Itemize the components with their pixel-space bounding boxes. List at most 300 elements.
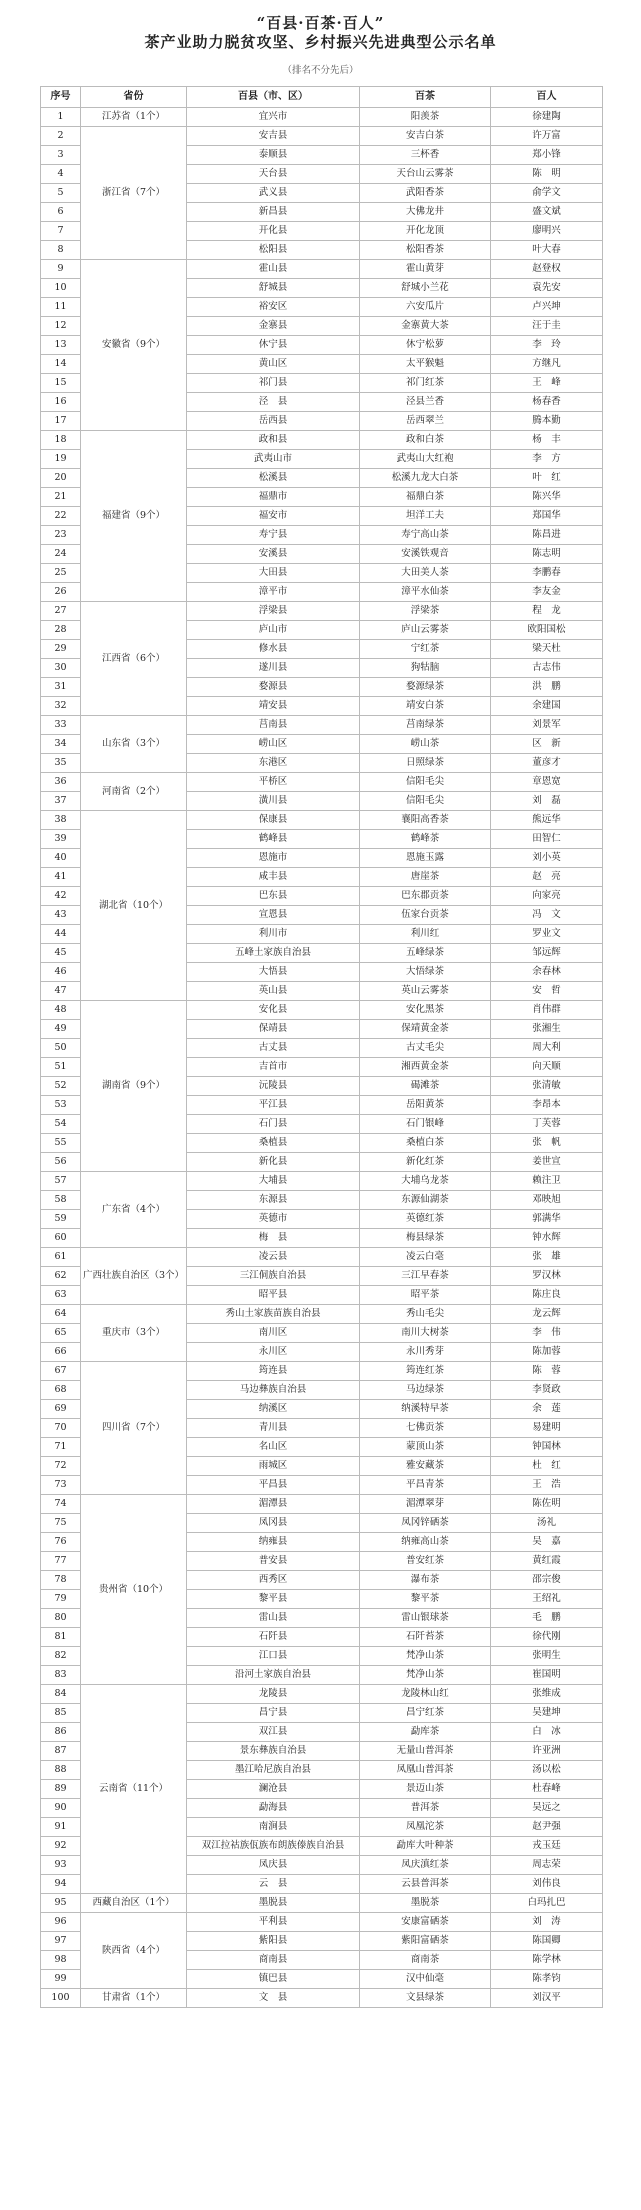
tea-cell: 六安瓜片	[360, 298, 491, 317]
county-cell: 开化县	[187, 222, 360, 241]
county-cell: 桑植县	[187, 1134, 360, 1153]
tea-cell: 纳雍高山茶	[360, 1533, 491, 1552]
row-index: 88	[41, 1761, 81, 1780]
tea-cell: 安吉白茶	[360, 127, 491, 146]
row-index: 71	[41, 1438, 81, 1457]
county-cell: 裕安区	[187, 298, 360, 317]
county-cell: 鹤峰县	[187, 830, 360, 849]
tea-cell: 东源仙湖茶	[360, 1191, 491, 1210]
person-cell: 董彦才	[491, 754, 603, 773]
person-cell: 张 雄	[491, 1248, 603, 1267]
table-row	[41, 431, 603, 450]
tea-cell: 靖安白茶	[360, 697, 491, 716]
county-cell: 福安市	[187, 507, 360, 526]
person-cell: 许亚洲	[491, 1742, 603, 1761]
person-cell: 李 玲	[491, 336, 603, 355]
person-cell: 崔国明	[491, 1666, 603, 1685]
county-cell: 休宁县	[187, 336, 360, 355]
row-index: 22	[41, 507, 81, 526]
person-cell: 白 冰	[491, 1723, 603, 1742]
person-cell: 陈兴华	[491, 488, 603, 507]
row-index: 11	[41, 298, 81, 317]
person-cell: 戎玉廷	[491, 1837, 603, 1856]
row-index: 84	[41, 1685, 81, 1704]
tea-cell: 松溪九龙大白茶	[360, 469, 491, 488]
person-cell: 徐代刚	[491, 1628, 603, 1647]
tea-cell: 三杯香	[360, 146, 491, 165]
tea-cell: 伍家台贡茶	[360, 906, 491, 925]
header-index: 序号	[41, 87, 81, 108]
row-index: 1	[41, 108, 81, 127]
row-index: 8	[41, 241, 81, 260]
person-cell: 盛文斌	[491, 203, 603, 222]
row-index: 26	[41, 583, 81, 602]
person-cell: 陈佐明	[491, 1495, 603, 1514]
row-index: 68	[41, 1381, 81, 1400]
tea-cell: 梵净山茶	[360, 1666, 491, 1685]
row-index: 15	[41, 374, 81, 393]
row-index: 65	[41, 1324, 81, 1343]
person-cell: 古志伟	[491, 659, 603, 678]
province-cell: 山东省（3个）	[81, 716, 187, 773]
county-cell: 梅 县	[187, 1229, 360, 1248]
person-cell: 刘伟良	[491, 1875, 603, 1894]
row-index: 17	[41, 412, 81, 431]
tea-cell: 湄潭翠芽	[360, 1495, 491, 1514]
row-index: 24	[41, 545, 81, 564]
county-cell: 大悟县	[187, 963, 360, 982]
county-cell: 镇巴县	[187, 1970, 360, 1989]
row-index: 79	[41, 1590, 81, 1609]
person-cell: 肖伟群	[491, 1001, 603, 1020]
tea-cell: 鹤峰茶	[360, 830, 491, 849]
county-cell: 平桥区	[187, 773, 360, 792]
tea-cell: 五峰绿茶	[360, 944, 491, 963]
tea-cell: 武阳香茶	[360, 184, 491, 203]
county-cell: 石门县	[187, 1115, 360, 1134]
person-cell: 洪 鹏	[491, 678, 603, 697]
person-cell: 毛 鹏	[491, 1609, 603, 1628]
person-cell: 汤礼	[491, 1514, 603, 1533]
table-row	[41, 1989, 603, 2008]
person-cell: 李昂本	[491, 1096, 603, 1115]
person-cell: 张维成	[491, 1685, 603, 1704]
county-cell: 名山区	[187, 1438, 360, 1457]
person-cell: 章恩宽	[491, 773, 603, 792]
county-cell: 保靖县	[187, 1020, 360, 1039]
tea-cell: 岳西翠兰	[360, 412, 491, 431]
row-index: 86	[41, 1723, 81, 1742]
table-body	[41, 108, 603, 2008]
county-cell: 永川区	[187, 1343, 360, 1362]
province-cell: 河南省（2个）	[81, 773, 187, 811]
row-index: 39	[41, 830, 81, 849]
tea-cell: 唐崖茶	[360, 868, 491, 887]
row-index: 87	[41, 1742, 81, 1761]
row-index: 28	[41, 621, 81, 640]
person-cell: 郭满华	[491, 1210, 603, 1229]
person-cell: 汪于圭	[491, 317, 603, 336]
county-cell: 武义县	[187, 184, 360, 203]
table-row	[41, 1894, 603, 1913]
person-cell: 陈学林	[491, 1951, 603, 1970]
county-cell: 宣恩县	[187, 906, 360, 925]
tea-cell: 宁红茶	[360, 640, 491, 659]
tea-cell: 雅安藏茶	[360, 1457, 491, 1476]
person-cell: 赵登权	[491, 260, 603, 279]
row-index: 38	[41, 811, 81, 830]
table-header-row	[41, 87, 603, 108]
county-cell: 文 县	[187, 1989, 360, 2008]
row-index: 34	[41, 735, 81, 754]
person-cell: 廖明兴	[491, 222, 603, 241]
tea-cell: 普安红茶	[360, 1552, 491, 1571]
table-row	[41, 1172, 603, 1191]
person-cell: 刘 涛	[491, 1913, 603, 1932]
row-index: 30	[41, 659, 81, 678]
person-cell: 吴 嘉	[491, 1533, 603, 1552]
tea-cell: 金寨黄大茶	[360, 317, 491, 336]
person-cell: 向天顺	[491, 1058, 603, 1077]
row-index: 91	[41, 1818, 81, 1837]
person-cell: 邓映旭	[491, 1191, 603, 1210]
county-cell: 巴东县	[187, 887, 360, 906]
tea-cell: 南川大树茶	[360, 1324, 491, 1343]
tea-cell: 大田美人茶	[360, 564, 491, 583]
county-cell: 昌宁县	[187, 1704, 360, 1723]
county-cell: 政和县	[187, 431, 360, 450]
tea-cell: 泾县兰香	[360, 393, 491, 412]
row-index: 43	[41, 906, 81, 925]
tea-cell: 开化龙顶	[360, 222, 491, 241]
person-cell: 赖注卫	[491, 1172, 603, 1191]
person-cell: 余春林	[491, 963, 603, 982]
person-cell: 姜世宣	[491, 1153, 603, 1172]
province-cell: 广东省（4个）	[81, 1172, 187, 1248]
row-index: 66	[41, 1343, 81, 1362]
tea-cell: 阳羡茶	[360, 108, 491, 127]
county-cell: 祁门县	[187, 374, 360, 393]
county-cell: 龙陵县	[187, 1685, 360, 1704]
tea-cell: 勐库大叶种茶	[360, 1837, 491, 1856]
county-cell: 英德市	[187, 1210, 360, 1229]
tea-cell: 雷山银球茶	[360, 1609, 491, 1628]
table-row	[41, 773, 603, 792]
person-cell: 陈加蓉	[491, 1343, 603, 1362]
row-index: 72	[41, 1457, 81, 1476]
row-index: 10	[41, 279, 81, 298]
county-cell: 福鼎市	[187, 488, 360, 507]
row-index: 76	[41, 1533, 81, 1552]
row-index: 23	[41, 526, 81, 545]
tea-cell: 文县绿茶	[360, 1989, 491, 2008]
row-index: 5	[41, 184, 81, 203]
person-cell: 王 浩	[491, 1476, 603, 1495]
county-cell: 天台县	[187, 165, 360, 184]
row-index: 41	[41, 868, 81, 887]
tea-cell: 龙陵林山红	[360, 1685, 491, 1704]
person-cell: 钟国林	[491, 1438, 603, 1457]
county-cell: 遂川县	[187, 659, 360, 678]
tea-cell: 云县普洱茶	[360, 1875, 491, 1894]
ranking-note: （排名不分先后）	[282, 65, 359, 76]
row-index: 70	[41, 1419, 81, 1438]
province-cell: 江苏省（1个）	[81, 108, 187, 127]
county-cell: 南涧县	[187, 1818, 360, 1837]
tea-cell: 七佛贡茶	[360, 1419, 491, 1438]
person-cell: 吴远之	[491, 1799, 603, 1818]
row-index: 94	[41, 1875, 81, 1894]
county-cell: 武夷山市	[187, 450, 360, 469]
county-cell: 寿宁县	[187, 526, 360, 545]
county-cell: 平江县	[187, 1096, 360, 1115]
row-index: 67	[41, 1362, 81, 1381]
tea-cell: 凤凰山普洱茶	[360, 1761, 491, 1780]
province-cell: 湖南省（9个）	[81, 1001, 187, 1172]
person-cell: 李鹏春	[491, 564, 603, 583]
tea-cell: 休宁松萝	[360, 336, 491, 355]
person-cell: 向家亮	[491, 887, 603, 906]
row-index: 93	[41, 1856, 81, 1875]
person-cell: 陈庄良	[491, 1286, 603, 1305]
tea-cell: 英山云雾茶	[360, 982, 491, 1001]
province-cell: 福建省（9个）	[81, 431, 187, 602]
county-cell: 利川市	[187, 925, 360, 944]
person-cell: 周大利	[491, 1039, 603, 1058]
county-cell: 莒南县	[187, 716, 360, 735]
row-index: 57	[41, 1172, 81, 1191]
tea-cell: 石阡苔茶	[360, 1628, 491, 1647]
tea-cell: 祁门红茶	[360, 374, 491, 393]
person-cell: 熊远华	[491, 811, 603, 830]
province-cell: 重庆市（3个）	[81, 1305, 187, 1362]
row-index: 85	[41, 1704, 81, 1723]
county-cell: 普安县	[187, 1552, 360, 1571]
person-cell: 卢兴坤	[491, 298, 603, 317]
tea-cell: 松阳香茶	[360, 241, 491, 260]
person-cell: 叶大春	[491, 241, 603, 260]
tea-cell: 凤凰沱茶	[360, 1818, 491, 1837]
county-cell: 宜兴市	[187, 108, 360, 127]
table-row	[41, 602, 603, 621]
county-cell: 雷山县	[187, 1609, 360, 1628]
province-cell: 广西壮族自治区（3个）	[81, 1248, 187, 1305]
county-cell: 崂山区	[187, 735, 360, 754]
person-cell: 龙云辉	[491, 1305, 603, 1324]
county-cell: 青川县	[187, 1419, 360, 1438]
county-cell: 松阳县	[187, 241, 360, 260]
person-cell: 陈孝钧	[491, 1970, 603, 1989]
row-index: 60	[41, 1229, 81, 1248]
table-row	[41, 716, 603, 735]
row-index: 82	[41, 1647, 81, 1666]
tea-cell: 日照绿茶	[360, 754, 491, 773]
tea-cell: 石门银峰	[360, 1115, 491, 1134]
table-row	[41, 1001, 603, 1020]
county-cell: 安溪县	[187, 545, 360, 564]
row-index: 98	[41, 1951, 81, 1970]
county-cell: 纳雍县	[187, 1533, 360, 1552]
tea-cell: 梅县绿茶	[360, 1229, 491, 1248]
county-cell: 秀山土家族苗族自治县	[187, 1305, 360, 1324]
row-index: 44	[41, 925, 81, 944]
person-cell: 刘景军	[491, 716, 603, 735]
county-cell: 凌云县	[187, 1248, 360, 1267]
row-index: 55	[41, 1134, 81, 1153]
tea-cell: 古丈毛尖	[360, 1039, 491, 1058]
person-cell: 袁先安	[491, 279, 603, 298]
county-cell: 松溪县	[187, 469, 360, 488]
tea-cell: 大悟绿茶	[360, 963, 491, 982]
row-index: 19	[41, 450, 81, 469]
county-cell: 安化县	[187, 1001, 360, 1020]
person-cell: 赵尹强	[491, 1818, 603, 1837]
tea-cell: 凌云白毫	[360, 1248, 491, 1267]
person-cell: 李友金	[491, 583, 603, 602]
person-cell: 王绍礼	[491, 1590, 603, 1609]
county-cell: 金寨县	[187, 317, 360, 336]
county-cell: 石阡县	[187, 1628, 360, 1647]
row-index: 61	[41, 1248, 81, 1267]
tea-cell: 福鼎白茶	[360, 488, 491, 507]
person-cell: 陈 明	[491, 165, 603, 184]
row-index: 37	[41, 792, 81, 811]
tea-cell: 狗牯脑	[360, 659, 491, 678]
county-cell: 南川区	[187, 1324, 360, 1343]
tea-cell: 襄阳高香茶	[360, 811, 491, 830]
tea-cell: 崂山茶	[360, 735, 491, 754]
row-index: 92	[41, 1837, 81, 1856]
person-cell: 杨春香	[491, 393, 603, 412]
tea-cell: 利川红	[360, 925, 491, 944]
person-cell: 邹远辉	[491, 944, 603, 963]
county-cell: 东源县	[187, 1191, 360, 1210]
person-cell: 俞学文	[491, 184, 603, 203]
table-row	[41, 811, 603, 830]
row-index: 80	[41, 1609, 81, 1628]
person-cell: 冯 文	[491, 906, 603, 925]
person-cell: 陈昌进	[491, 526, 603, 545]
row-index: 20	[41, 469, 81, 488]
tea-cell: 武夷山大红袍	[360, 450, 491, 469]
person-cell: 李 伟	[491, 1324, 603, 1343]
row-index: 3	[41, 146, 81, 165]
tea-cell: 安康富硒茶	[360, 1913, 491, 1932]
row-index: 16	[41, 393, 81, 412]
county-cell: 双江拉祜族佤族布朗族傣族自治县	[187, 1837, 360, 1856]
county-cell: 马边彝族自治县	[187, 1381, 360, 1400]
person-cell: 吴建坤	[491, 1704, 603, 1723]
header-tea: 百茶	[360, 87, 491, 108]
row-index: 89	[41, 1780, 81, 1799]
person-cell: 王 峰	[491, 374, 603, 393]
table-row	[41, 1362, 603, 1381]
table-row	[41, 1495, 603, 1514]
row-index: 58	[41, 1191, 81, 1210]
row-index: 47	[41, 982, 81, 1001]
person-cell: 杨 丰	[491, 431, 603, 450]
county-cell: 霍山县	[187, 260, 360, 279]
table-row	[41, 260, 603, 279]
county-cell: 沅陵县	[187, 1077, 360, 1096]
row-index: 64	[41, 1305, 81, 1324]
county-cell: 平利县	[187, 1913, 360, 1932]
province-cell: 甘肃省（1个）	[81, 1989, 187, 2008]
row-index: 6	[41, 203, 81, 222]
tea-cell: 蒙顶山茶	[360, 1438, 491, 1457]
person-cell: 安 哲	[491, 982, 603, 1001]
row-index: 53	[41, 1096, 81, 1115]
row-index: 83	[41, 1666, 81, 1685]
person-cell: 杜 红	[491, 1457, 603, 1476]
county-cell: 岳西县	[187, 412, 360, 431]
person-cell: 徐建陶	[491, 108, 603, 127]
row-index: 49	[41, 1020, 81, 1039]
county-cell: 澜沧县	[187, 1780, 360, 1799]
row-index: 97	[41, 1932, 81, 1951]
row-index: 69	[41, 1400, 81, 1419]
tea-cell: 政和白茶	[360, 431, 491, 450]
row-index: 46	[41, 963, 81, 982]
county-cell: 沿河土家族自治县	[187, 1666, 360, 1685]
tea-cell: 桑植白茶	[360, 1134, 491, 1153]
row-index: 35	[41, 754, 81, 773]
county-cell: 潢川县	[187, 792, 360, 811]
person-cell: 张清敏	[491, 1077, 603, 1096]
row-index: 50	[41, 1039, 81, 1058]
row-index: 32	[41, 697, 81, 716]
row-index: 18	[41, 431, 81, 450]
table-row	[41, 1685, 603, 1704]
row-index: 59	[41, 1210, 81, 1229]
county-cell: 安吉县	[187, 127, 360, 146]
county-cell: 浮梁县	[187, 602, 360, 621]
person-cell: 郑国华	[491, 507, 603, 526]
person-cell: 刘 磊	[491, 792, 603, 811]
row-index: 14	[41, 355, 81, 374]
tea-cell: 安化黑茶	[360, 1001, 491, 1020]
row-index: 54	[41, 1115, 81, 1134]
county-cell: 凤冈县	[187, 1514, 360, 1533]
row-index: 36	[41, 773, 81, 792]
tea-cell: 太平猴魁	[360, 355, 491, 374]
tea-cell: 大埔乌龙茶	[360, 1172, 491, 1191]
tea-cell: 商南茶	[360, 1951, 491, 1970]
tea-cell: 新化红茶	[360, 1153, 491, 1172]
tea-cell: 纳溪特早茶	[360, 1400, 491, 1419]
person-cell: 陈国卿	[491, 1932, 603, 1951]
row-index: 95	[41, 1894, 81, 1913]
county-cell: 西秀区	[187, 1571, 360, 1590]
table-row	[41, 127, 603, 146]
county-cell: 湄潭县	[187, 1495, 360, 1514]
tea-cell: 瀑布茶	[360, 1571, 491, 1590]
table-row	[41, 108, 603, 127]
county-cell: 舒城县	[187, 279, 360, 298]
row-index: 62	[41, 1267, 81, 1286]
row-index: 96	[41, 1913, 81, 1932]
tea-cell: 景迈山茶	[360, 1780, 491, 1799]
tea-cell: 三江早春茶	[360, 1267, 491, 1286]
county-cell: 保康县	[187, 811, 360, 830]
row-index: 78	[41, 1571, 81, 1590]
tea-cell: 筠连红茶	[360, 1362, 491, 1381]
person-cell: 余 莲	[491, 1400, 603, 1419]
person-cell: 区 新	[491, 735, 603, 754]
county-cell: 靖安县	[187, 697, 360, 716]
county-cell: 昭平县	[187, 1286, 360, 1305]
row-index: 100	[41, 1989, 81, 2008]
